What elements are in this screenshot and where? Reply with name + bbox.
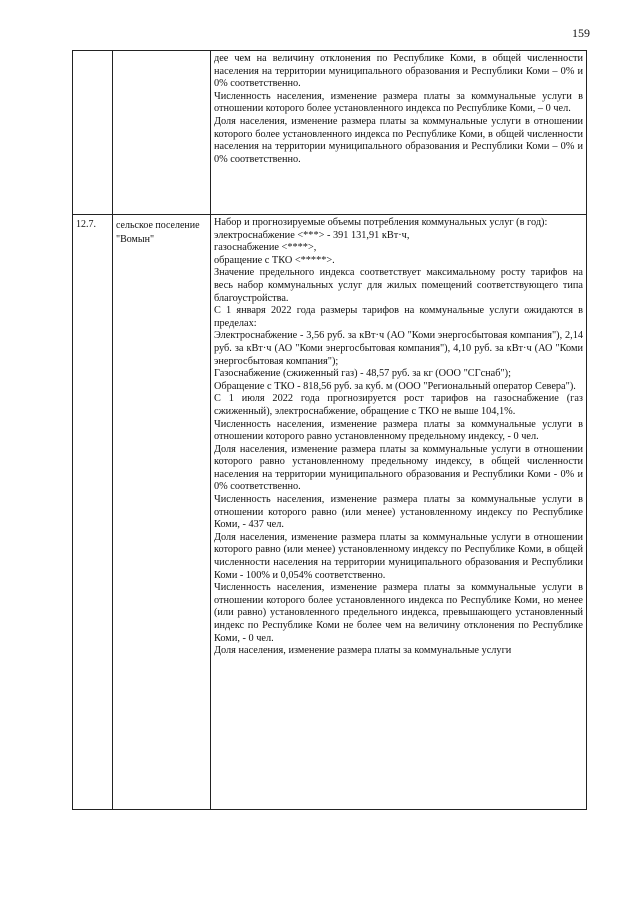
row-number-cell: 12.7. [73,215,113,810]
row-number-cell [73,51,113,215]
settlement-name-cell: сельское поселение "Вомын" [113,215,211,810]
paragraph: Доля населения, изменение размера платы за коммунальные услуги в отношении которого равно установленному предельному индексу, в общей численности населения на территории муниципального образования и Республики Коми - 0% и 0% соответственно. [214,443,583,493]
paragraph: Доля населения, изменение размера платы за коммунальные услуги в отношении которого более установленного индекса по Республике Коми, в общей численности населения на территории муниципального образования и Республики Коми – 0% и 0% соответственно. [214,115,583,165]
paragraph: Электроснабжение - 3,56 руб. за кВт·ч (АО "Коми энергосбытовая компания"), 2,14 руб. за кВт·ч (АО "Коми энергосбытовая компания"), 4,10 руб. за кВт·ч (АО "Коми энергосбытовая компания"); [214,330,583,367]
paragraph: Значение предельного индекса соответствует максимальному росту тарифов на весь набор коммунальных услуг для жилых помещений соответствующего типа благоустройства. [214,267,583,304]
paragraph: Численность населения, изменение размера платы за коммунальные услуги в отношении которого более установленного индекса по Республике Коми, но менее (или равно) установленного предельного индекса, превышающего установленный индекс по Республике Коми не более чем на величину отклонения по Республике Коми, - 0 чел. [214,582,583,644]
paragraph: Обращение с ТКО - 818,56 руб. за куб. м (ООО "Региональный оператор Севера"). [214,380,576,392]
paragraph: С 1 января 2022 года размеры тарифов на коммунальные услуги ожидаются в пределах: [214,305,583,329]
table-row [73,215,587,810]
description-cell [211,215,587,810]
paragraph: Численность населения, изменение размера платы за коммунальные услуги в отношении которого равно установленному предельному индексу, - 0 чел. [214,418,583,443]
paragraph: Доля населения, изменение размера платы за коммунальные услуги [214,645,512,657]
paragraph: газоснабжение <****>, [214,242,317,254]
paragraph: Доля населения, изменение размера платы за коммунальные услуги в отношении которого равно (или менее) установленному индексу по Республике Коми, в общей численности населения на территории муниципального образования и Республики Коми - 100% и 0,054% соответственно. [214,531,583,581]
paragraph: С 1 июля 2022 года прогнозируется рост тарифов на газоснабжение (газ сжиженный), электроснабжение, обращение с ТКО не выше 104,1%. [214,393,583,417]
settlement-name-cell [113,51,211,215]
paragraph: дее чем на величину отклонения по Республике Коми, в общей численности населения на территории муниципального образования и Республики Коми – 0% и 0% соответственно. [214,53,583,90]
paragraph: Газоснабжение (сжиженный газ) - 48,57 руб. за кг (ООО "СГснаб"); [214,368,511,380]
paragraph: Численность населения, изменение размера платы за коммунальные услуги в отношении которого равно (или менее) установленному индексу по Республике Коми, - 437 чел. [214,494,583,531]
page-number: 159 [572,26,590,40]
paragraph: электроснабжение <***> - 391 131,91 кВт·ч, [214,229,410,241]
paragraph: Численность населения, изменение размера платы за коммунальные услуги в отношении которого более установленного индекса по Республике Коми, – 0 чел. [214,90,583,115]
paragraph: обращение с ТКО <*****>. [214,254,335,266]
table-row [73,51,587,215]
tariff-table [72,50,587,810]
paragraph: Набор и прогнозируемые объемы потребления коммунальных услуг (в год): [214,217,548,228]
description-cell [211,51,587,215]
